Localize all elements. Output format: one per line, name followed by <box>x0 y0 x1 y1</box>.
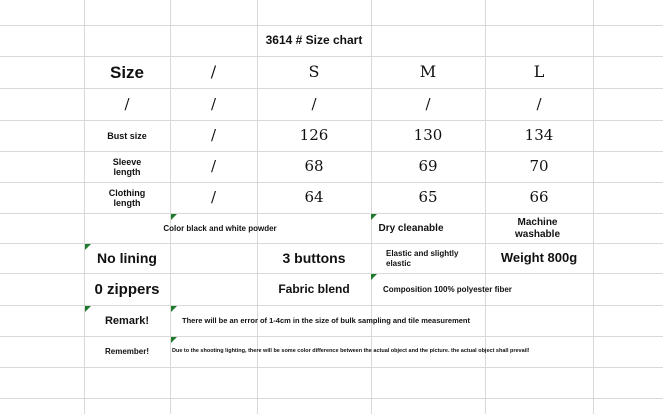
cell-marker-icon <box>85 306 91 312</box>
clothing-value-s: 64 <box>304 188 324 207</box>
size-header-label: Size <box>109 62 145 82</box>
size-header-m: M <box>419 62 437 82</box>
bust-value-m: 130 <box>413 126 443 145</box>
grid-line <box>593 0 594 414</box>
slash-cell: / <box>536 94 542 113</box>
size-header-l: L <box>533 62 545 82</box>
clothing-value-l: 66 <box>529 188 549 207</box>
bust-value-l: 134 <box>524 126 554 145</box>
elastic-attribute: Elastic and slightly elastic <box>386 249 459 268</box>
cell-marker-icon <box>371 214 377 220</box>
slash-cell: / <box>210 157 217 176</box>
row-label-clothing: Clothing length <box>108 187 146 208</box>
slash-cell: / <box>210 94 217 113</box>
sleeve-value-s: 68 <box>304 157 324 176</box>
cell-marker-icon <box>171 306 177 312</box>
size-header-slash: / <box>210 62 217 82</box>
page-title: 3614 # Size chart <box>265 33 363 48</box>
remark-label: Remark! <box>104 314 150 327</box>
lining-attribute: No lining <box>97 250 157 267</box>
cell-marker-icon <box>171 337 177 343</box>
remark-text: There will be an error of 1-4cm in the size of bulk sampling and tile measurement <box>182 315 470 325</box>
grid-line <box>0 367 663 368</box>
clothing-value-m: 65 <box>418 188 438 207</box>
slash-cell: / <box>425 94 431 113</box>
slash-cell: / <box>311 94 317 113</box>
slash-cell: / <box>210 126 217 145</box>
fabric-attribute: Fabric blend <box>278 281 350 296</box>
row-label-sleeve: Sleeve length <box>112 156 142 177</box>
slash-cell: / <box>210 188 217 207</box>
sleeve-value-l: 70 <box>529 157 549 176</box>
slash-cell: / <box>124 94 130 113</box>
color-attribute: Color black and white powder <box>163 223 277 233</box>
buttons-attribute: 3 buttons <box>282 250 346 267</box>
composition-attribute: Composition 100% polyester fiber <box>383 284 512 294</box>
grid-line <box>0 398 663 399</box>
remember-label: Remember! <box>104 347 149 357</box>
weight-attribute: Weight 800g <box>500 250 578 266</box>
cell-marker-icon <box>371 274 377 280</box>
cell-marker-icon <box>85 244 91 250</box>
machine-wash-attribute: Machine washable <box>514 217 561 240</box>
cell-marker-icon <box>171 214 177 220</box>
zippers-attribute: 0 zippers <box>94 280 160 298</box>
bust-value-s: 126 <box>299 126 329 145</box>
sleeve-value-m: 69 <box>418 157 438 176</box>
size-header-s: S <box>308 62 320 82</box>
remember-text: Due to the shooting lighting, there will be some color difference between the actual object and the picture. the actual object shall prevail! <box>172 348 530 355</box>
dry-clean-attribute: Dry cleanable <box>378 222 444 234</box>
row-label-bust: Bust size <box>107 130 147 141</box>
